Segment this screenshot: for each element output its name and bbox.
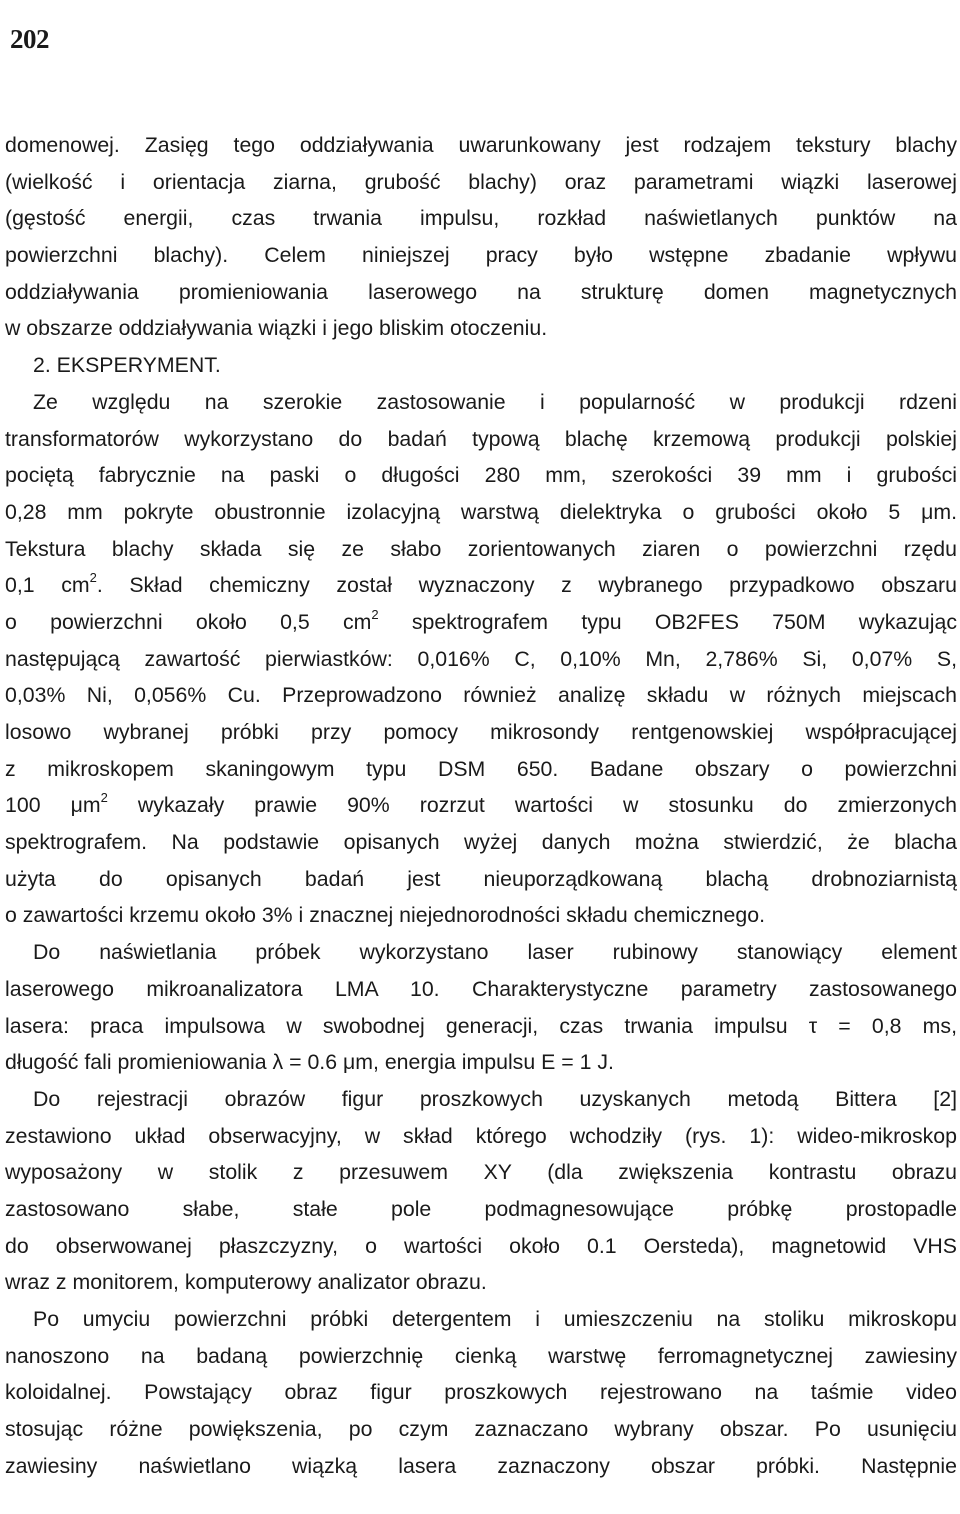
- text-segment: 0,28 mm pokryte obustronnie izolacyjną warstwą dielektryka o grubości około 5 μm.: [5, 499, 957, 524]
- text-segment: w obszarze oddziaływania wiązki i jego bliskim otoczeniu.: [5, 316, 548, 341]
- text-line: [5, 1118, 957, 1155]
- page-number: 202: [10, 24, 49, 54]
- text-segment: spektrografem typu OB2FES 750M wykazując: [378, 609, 957, 634]
- text-segment: lasera: praca impulsowa w swobodnej generacji, czas trwania impulsu τ = 0,8 ms,: [5, 1013, 957, 1038]
- text-line: [5, 861, 957, 898]
- text-line: [5, 457, 957, 494]
- text-segment: 0,03% Ni, 0,056% Cu. Przeprowadzono również analizę składu w różnych miejscach: [5, 683, 957, 708]
- superscript: 2: [100, 790, 108, 806]
- text-segment: 2. EKSPERYMENT.: [33, 353, 221, 378]
- text-segment: koloidalnej. Powstający obraz figur proszkowych rejestrowano na taśmie video: [5, 1380, 957, 1405]
- text-line: [5, 971, 957, 1008]
- text-line: [5, 164, 957, 201]
- text-segment: stosując różne powiększenia, po czym zaznaczano wybrany obszar. Po usunięciu: [5, 1417, 957, 1442]
- text-line: [5, 604, 957, 641]
- text-line: [5, 677, 957, 714]
- text-segment: 0,1 cm: [5, 573, 90, 598]
- text-line: [5, 934, 957, 971]
- text-segment: powierzchni blachy). Celem niniejszej pracy było wstępne zbadanie wpływu: [5, 243, 957, 268]
- text-line: [5, 1374, 957, 1411]
- text-segment: nanoszono na badaną powierzchnię cienką warstwę ferromagnetycznej zawiesiny: [5, 1343, 957, 1368]
- text-line: [5, 1338, 957, 1375]
- text-segment: oddziaływania promieniowania laserowego na strukturę domen magnetycznych: [5, 279, 957, 304]
- text-line: [5, 567, 957, 604]
- text-line: [5, 347, 957, 384]
- text-segment: o powierzchni około 0,5 cm: [5, 609, 372, 634]
- text-segment: Po umyciu powierzchni próbki detergentem i umieszczeniu na stoliku mikroskopu: [33, 1307, 957, 1331]
- text-line: [5, 200, 957, 237]
- text-segment: wyposażony w stolik z przesuwem XY (dla zwiększenia kontrastu obrazu: [5, 1160, 957, 1185]
- text-line: [5, 1081, 957, 1118]
- text-line: [5, 494, 957, 531]
- text-line: [5, 384, 957, 421]
- text-segment: (wielkość i orientacja ziarna, grubość blachy) oraz parametrami wiązki laserowej: [5, 169, 957, 194]
- text-segment: wykazały prawie 90% rozrzut wartości w stosunku do zmierzonych: [107, 793, 957, 818]
- text-segment: zestawiono układ obserwacyjny, w skład którego wchodziły (rys. 1): wideo-mikroskop: [5, 1123, 957, 1148]
- text-segment: Tekstura blachy składa się ze słabo zorientowanych ziaren o powierzchni rzędu: [5, 536, 957, 561]
- superscript: 2: [371, 606, 379, 622]
- text-line: [5, 127, 957, 164]
- text-segment: do obserwowanej płaszczyzny, o wartości około 0.1 Oersteda), magnetowid VHS: [5, 1233, 957, 1258]
- text-segment: . Skład chemiczny został wyznaczony z wybranego przypadkowo obszaru: [96, 573, 957, 598]
- text-line: [5, 751, 957, 788]
- text-line: [5, 1044, 957, 1081]
- text-segment: o zawartości krzemu około 3% i znacznej niejednorodności składu chemicznego.: [5, 903, 765, 928]
- superscript: 2: [89, 570, 97, 586]
- text-line: [5, 787, 957, 824]
- text-line: [5, 641, 957, 678]
- text-line: [5, 1154, 957, 1191]
- text-segment: losowo wybranej próbki przy pomocy mikrosondy rentgenowskiej współpracującej: [5, 720, 957, 744]
- text-line: [5, 1008, 957, 1045]
- text-line: [5, 237, 957, 274]
- text-segment: transformatorów wykorzystano do badań typową blachę krzemową produkcji polskiej: [5, 426, 957, 451]
- text-line: [5, 1411, 957, 1448]
- text-segment: pociętą fabrycznie na paski o długości 280 mm, szerokości 39 mm i grubości: [5, 463, 957, 488]
- text-line: [5, 714, 957, 751]
- text-line: [5, 897, 957, 934]
- text-segment: Ze względu na szerokie zastosowanie i popularność w produkcji rdzeni: [33, 389, 957, 414]
- text-segment: z mikroskopem skaningowym typu DSM 650. Badane obszary o powierzchni: [5, 756, 957, 781]
- text-line: [5, 1301, 957, 1338]
- text-line: [5, 274, 957, 311]
- body-text: [5, 127, 957, 1484]
- text-line: [5, 310, 957, 347]
- text-segment: (gęstość energii, czas trwania impulsu, rozkład naświetlanych punktów na: [5, 206, 957, 231]
- text-segment: Do rejestracji obrazów figur proszkowych uzyskanych metodą Bittera [2]: [33, 1086, 957, 1111]
- text-segment: wraz z monitorem, komputerowy analizator obrazu.: [5, 1270, 487, 1295]
- text-segment: długość fali promieniowania λ = 0.6 μm, energia impulsu E = 1 J.: [5, 1050, 614, 1075]
- text-segment: 100 μm: [5, 793, 101, 818]
- text-line: [5, 824, 957, 861]
- text-segment: następującą zawartość pierwiastków: 0,016% C, 0,10% Mn, 2,786% Si, 0,07% S,: [5, 646, 957, 671]
- text-line: [5, 531, 957, 568]
- text-line: [5, 421, 957, 458]
- text-segment: Do naświetlania próbek wykorzystano laser rubinowy stanowiący element: [33, 940, 957, 965]
- text-line: [5, 1264, 957, 1301]
- text-segment: laserowego mikroanalizatora LMA 10. Charakterystyczne parametry zastosowanego: [5, 976, 957, 1001]
- text-segment: użyta do opisanych badań jest nieuporządkowaną blachą drobnoziarnistą: [5, 866, 957, 891]
- text-line: [5, 1228, 957, 1265]
- text-line: [5, 1448, 957, 1485]
- text-segment: zawiesiny naświetlano wiązką lasera zaznaczony obszar próbki. Następnie: [5, 1453, 957, 1478]
- text-segment: domenowej. Zasięg tego oddziaływania uwarunkowany jest rodzajem tekstury blachy: [5, 133, 957, 157]
- text-line: [5, 1191, 957, 1228]
- text-segment: zastosowano słabe, stałe pole podmagnesowujące próbkę prostopadle: [5, 1196, 957, 1221]
- text-segment: spektrografem. Na podstawie opisanych wyżej danych można stwierdzić, że blacha: [5, 830, 957, 855]
